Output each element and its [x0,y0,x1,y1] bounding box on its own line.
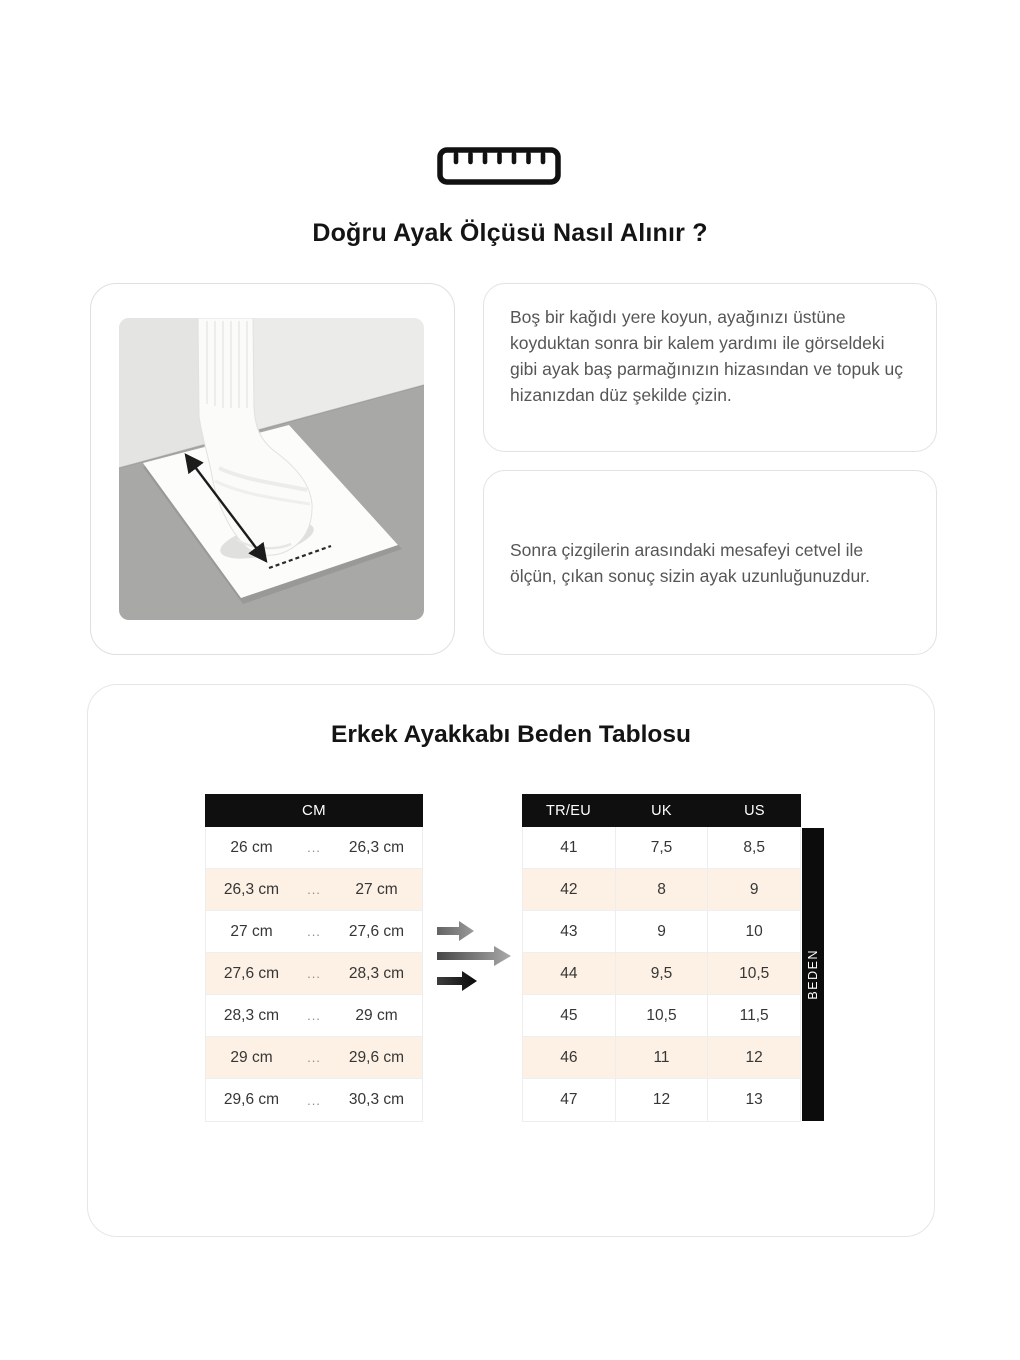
cm-from: 29,6 cm [223,1091,280,1108]
size-us: 10,5 [739,964,770,982]
size-us: 13 [745,1091,763,1108]
size-uk: 7,5 [616,827,709,868]
size-us: 11,5 [739,1006,769,1024]
size-uk: 9,5 [616,953,709,994]
table-row [523,1037,800,1079]
header-uk: UK [651,802,672,819]
size-tr-eu: 47 [523,1079,616,1121]
beden-side-label [802,828,824,1121]
size-us: 10 [745,922,763,940]
measurement-photo-card [90,283,455,655]
cm-from: 27 cm [230,922,273,940]
table-row [206,869,422,911]
size-uk: 8 [616,869,709,910]
size-us: 9 [749,880,759,898]
table-row [523,869,800,911]
instruction-text-1: Boş bir kağıdı yere koyun, ayağınızı üstüne koyduktan sonra bir kalem yardımı ile görseldeki gibi ayak baş parmağınızın hizasından ve topuk uç hizanızdan düz şekilde çizin. [510,307,904,405]
size-tr-eu: 43 [523,911,616,952]
cm-to: 27 cm [355,880,398,898]
table-row [523,827,800,869]
table-row [206,953,422,995]
cm-to: 28,3 cm [348,964,405,982]
instruction-text-2: Sonra çizgilerin arasındaki mesafeyi cetvel ile ölçün, çıkan sonuç sizin ayak uzunluğunuzdur. [510,539,870,586]
size-us: 8,5 [743,838,765,856]
table-row [523,995,800,1037]
cm-from: 26,3 cm [223,880,280,898]
range-dots: ... [307,966,321,981]
size-uk: 12 [616,1079,709,1121]
range-dots: ... [307,882,321,897]
conversion-table [522,794,801,1122]
cm-table [205,794,423,1122]
beden-label-text: BEDEN [806,949,820,1000]
header-tr-eu: TR/EU [546,802,591,819]
ruler-icon [437,146,561,186]
table-row [206,1079,422,1121]
table-row [206,995,422,1037]
size-tr-eu: 44 [523,953,616,994]
size-guide-title: Erkek Ayakkabı Beden Tablosu [331,721,691,748]
cm-table-body [205,827,423,1122]
size-uk: 9 [616,911,709,952]
cm-to: 29,6 cm [348,1048,405,1066]
conversion-table-body [522,827,801,1122]
header-us: US [744,802,765,819]
range-dots: ... [307,1050,321,1065]
size-tr-eu: 46 [523,1037,616,1078]
cm-from: 27,6 cm [223,964,280,982]
foot-measurement-photo [119,318,424,620]
size-tr-eu: 45 [523,995,616,1036]
range-dots: ... [307,1008,321,1023]
cm-to: 26,3 cm [348,838,405,856]
instruction-card-1 [483,283,937,452]
range-dots: ... [307,924,321,939]
cm-table-header: CM [205,794,423,827]
instruction-card-2 [483,470,937,655]
table-row [206,1037,422,1079]
cm-to: 29 cm [355,1006,398,1024]
size-tr-eu: 42 [523,869,616,910]
size-uk: 10,5 [616,995,709,1036]
table-row [206,911,422,953]
cm-from: 28,3 cm [223,1006,280,1024]
cm-to: 27,6 cm [348,922,405,940]
size-uk: 11 [616,1037,709,1078]
page-title: Doğru Ayak Ölçüsü Nasıl Alınır ? [312,219,708,247]
cm-to: 30,3 cm [348,1091,405,1108]
range-dots: ... [307,840,321,855]
range-dots: ... [307,1092,321,1108]
right-arrows-icon [437,920,515,992]
table-row [523,1079,800,1121]
cm-from: 29 cm [230,1048,273,1066]
table-row [523,953,800,995]
size-guide-card [87,684,935,1237]
size-us: 12 [745,1048,763,1066]
table-row [206,827,422,869]
conversion-table-header [522,794,801,827]
size-tr-eu: 41 [523,827,616,868]
cm-from: 26 cm [230,838,273,856]
table-row [523,911,800,953]
